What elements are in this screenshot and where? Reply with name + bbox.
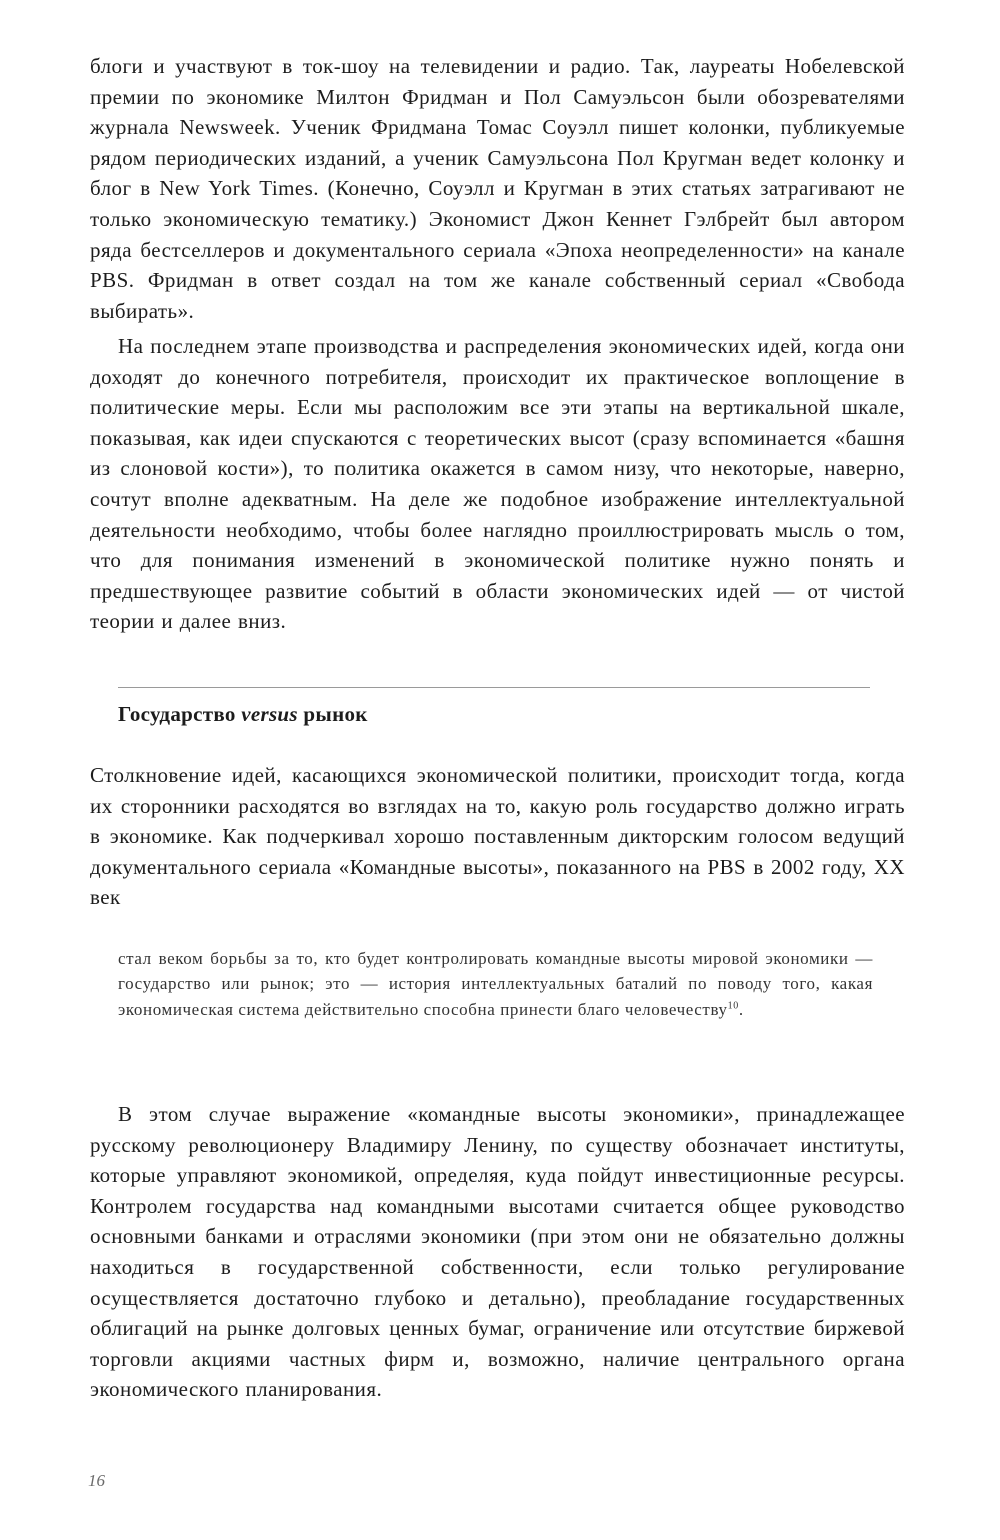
- section-heading-italic: versus: [241, 702, 298, 726]
- section-heading-start: Государство: [118, 702, 242, 726]
- section-heading-end: рынок: [297, 702, 368, 726]
- section-heading: [118, 700, 368, 728]
- quote-text: стал веком борьбы за то, кто будет контролировать командные высоты мировой экономики — государство или рынок; это — история интеллектуальных баталий по поводу того, какая экономическая система действительно способна принести благо человечеству: [118, 949, 873, 1019]
- paragraph-policy-stage: На последнем этапе производства и распределения экономических идей, когда они доходят до конечного потребителя, происходит их практическое воплощение в политические меры. Если мы расположим все эти этапы на вертикальной шкале, показывая, как идеи спускаются с теоретических высот (сразу вспоминается «башня из слоновой кости»), то политика окажется в самом низу, что некоторые, наверно, сочтут вполне адекватным. На деле же подобное изображение интеллектуальной деятельности необходимо, чтобы более наглядно проиллюстрировать мысль о том, что для понимания изменений в экономической политике нужно понять и предшествующее развитие событий в области экономических идей — от чистой теории и далее вниз.: [90, 334, 905, 634]
- paragraph-opening: блоги и участвуют в ток-шоу на телевидении и радио. Так, лауреаты Нобелевской премии по экономике Милтон Фридман и Пол Самуэльсон были обозревателями журнала Newsweek. Ученик Фридмана Томас Соуэлл пишет колонки, публикуемые рядом периодических изданий, а ученик Самуэльсона Пол Кругман ведет колонку и блог в New York Times. (Конечно, Соуэлл и Кругман в этих статьях затрагивают не только экономическую тематику.) Экономист Джон Кеннет Гэлбрейт был автором ряда бестселлеров и документального сериала «Эпоха неопределенности» на канале PBS. Фридман в ответ создал на том же канале собственный сериал «Свобода выбирать».: [90, 54, 905, 323]
- footnote-marker: 10: [727, 1000, 739, 1012]
- section-divider: [118, 687, 870, 688]
- paragraph-commanding-heights: В этом случае выражение «командные высоты экономики», принадлежащее русскому революционеру Владимиру Ленину, по существу обозначает институты, которые управляют экономикой, определяя, куда пойдут инвестиционные ресурсы. Контролем государства над командными высотами считается общее руководство основными банками и отраслями экономики (при этом они не обязательно должны находиться в государственной собственности, если только регулирование осуществляется достаточно глубоко и детально), преобладание государственных облигаций на рынке долговых ценных бумаг, ограничение или отсутствие биржевой торговли акциями частных фирм и, возможно, наличие центрального органа экономического планирования.: [90, 1102, 905, 1402]
- paragraph-clash-of-ideas: Столкновение идей, касающихся экономической политики, происходит тогда, когда их сторонники расходятся во взглядах на то, какую роль государство должно играть в экономике. Как подчеркивал хорошо поставленным дикторским голосом ведущий документального сериала «Командные высоты», показанного на PBS в 2002 году, XX век: [90, 763, 905, 910]
- block-quote: [118, 946, 873, 1022]
- quote-ending: .: [738, 999, 744, 1019]
- page-number: 16: [88, 1471, 105, 1490]
